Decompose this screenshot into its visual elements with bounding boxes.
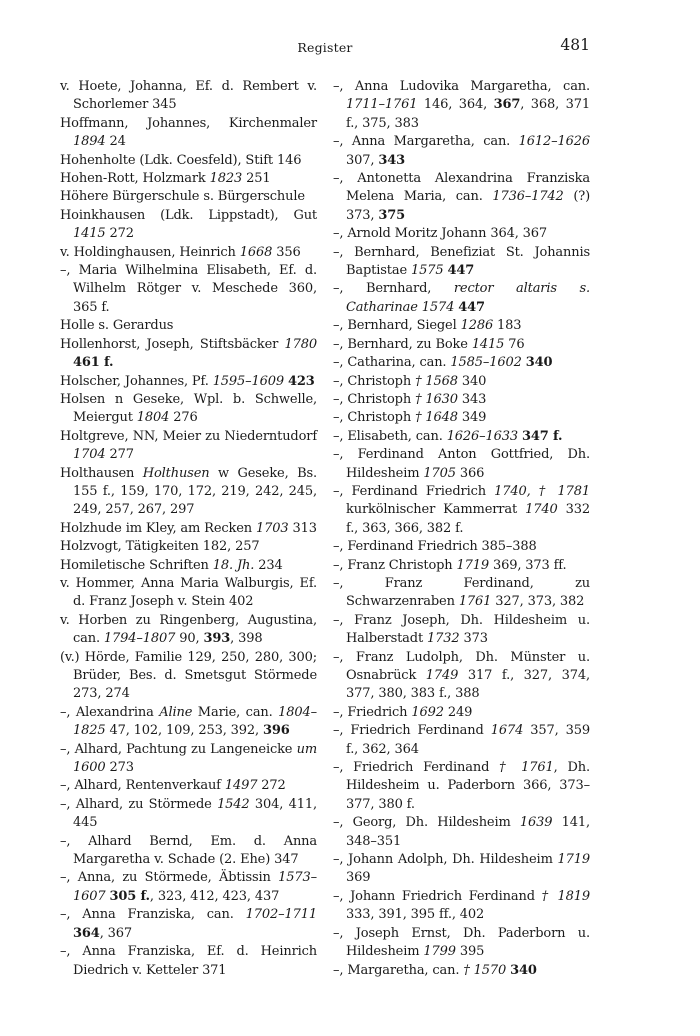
index-entry: –, Anna Margaretha, can. 1612–1626 307, 343: [333, 134, 590, 168]
index-entry: –, Margaretha, can. † 1570 340: [333, 962, 537, 978]
index-entry: –, Alhard, Pachtung zu Langeneicke um 1600 273: [60, 741, 317, 776]
index-entry: Hoinkhausen (Ldk. Lippstadt), Gut 1415 272: [60, 207, 317, 242]
index-entry: –, Christoph † 1630 343: [333, 391, 487, 407]
index-entry: –, Franz Ferdinand, zu Schwarzenraben 1761 327, 373, 382: [333, 575, 590, 610]
index-entry: –, Friedrich 1692 249: [333, 704, 473, 720]
index-entry: Holscher, Johannes, Pf. 1595–1609 423: [60, 373, 315, 389]
index-entry: –, Georg, Dh. Hildesheim 1639 141, 348–351: [333, 815, 590, 849]
index-entry: –, Franz Joseph, Dh. Hildesheim u. Halberstadt 1732 373: [333, 612, 590, 647]
index-entry: –, Ferdinand Friedrich 1740, † 1781 kurkölnischer Kammerrat 1740 332 f., 363, 366, 382 f.: [333, 483, 591, 536]
index-entry: v. Hommer, Anna Maria Walburgis, Ef. d. Franz Joseph v. Stein 402: [60, 575, 317, 610]
running-head: Register: [297, 40, 353, 55]
index-entry: Homiletische Schriften 18. Jh. 234: [60, 557, 283, 573]
index-entry: Holtgreve, NN, Meier zu Niederntudorf 1704 277: [60, 428, 317, 463]
index-entry: –, Johann Adolph, Dh. Hildesheim 1719 369: [333, 852, 590, 886]
index-entry: –, Joseph Ernst, Dh. Paderborn u. Hildesheim 1799 395: [333, 925, 590, 960]
index-entry: –, Bernhard, zu Boke 1415 76: [333, 336, 525, 352]
index-entry: Hollenhorst, Joseph, Stiftsbäcker 1780 461 f.: [60, 336, 317, 371]
index-entry: (v.) Hörde, Familie 129, 250, 280, 300; Brüder, Bes. d. Smetsgut Störmede 273, 274: [60, 649, 317, 702]
index-entry: –, Elisabeth, can. 1626–1633 347 f.: [333, 428, 563, 444]
index-entry: –, Franz Ludolph, Dh. Münster u. Osnabrück 1749 317 f., 327, 374, 377, 380, 383 f., 388: [333, 649, 590, 702]
index-entry: –, Bernhard, Siegel 1286 183: [333, 318, 522, 334]
index-entry: –, Anna Franziska, can. 1702–1711 364, 367: [60, 907, 317, 941]
index-entry: –, Catharina, can. 1585–1602 340: [333, 355, 553, 371]
index-entry: –, Alexandrina Aline Marie, can. 1804–1825 47, 102, 109, 253, 392, 396: [60, 704, 317, 739]
page-header: [60, 36, 590, 60]
index-entry: v. Holdinghausen, Heinrich 1668 356: [60, 244, 301, 260]
index-entry: –, Alhard, Rentenverkauf 1497 272: [60, 778, 286, 794]
index-entry: –, Bernhard, Benefiziat St. Johannis Baptistae 1575 447: [333, 244, 590, 279]
index-entry: –, Bernhard, rector altaris s. Catharinae 1574 447: [333, 281, 590, 315]
index-entry: –, Friedrich Ferdinand † 1761, Dh. Hildesheim u. Paderborn 366, 373–377, 380 f.: [333, 760, 590, 812]
index-entry: v. Hoete, Johanna, Ef. d. Rembert v. Schorlemer 345: [60, 79, 317, 113]
index-entry: –, Friedrich Ferdinand 1674 357, 359 f., 362, 364: [333, 723, 590, 757]
index-entry: –, Ferdinand Friedrich 385–388: [333, 539, 537, 555]
index-entry: –, Alhard Bernd, Em. d. Anna Margaretha v. Schade (2. Ehe) 347: [60, 833, 317, 868]
index-entry: Holsen n Geseke, Wpl. b. Schwelle, Meiergut 1804 276: [60, 391, 317, 426]
index-entry: –, Alhard, zu Störmede 1542 304, 411, 445: [60, 796, 317, 831]
index-entry: –, Antonetta Alexandrina Franziska Melena Maria, can. 1736–1742 (?) 373, 375: [333, 171, 590, 223]
index-entry: –, Johann Friedrich Ferdinand † 1819 333, 391, 395 ff., 402: [333, 888, 590, 923]
index-entry: Hoffmann, Johannes, Kirchenmaler 1894 24: [60, 115, 317, 150]
index-entry: –, Franz Christoph 1719 369, 373 ff.: [333, 557, 567, 573]
index-entry: v. Horben zu Ringenberg, Augustina, can. 1794–1807 90, 393, 398: [60, 612, 317, 647]
index-column-left: [60, 78, 317, 980]
index-entry: Hohen-Rott, Holzmark 1823 251: [60, 171, 271, 187]
index-entry: Hohenholte (Ldk. Coesfeld), Stift 146: [60, 152, 302, 168]
index-entry: –, Maria Wilhelmina Elisabeth, Ef. d. Wilhelm Rötger v. Meschede 360, 365 f.: [60, 263, 317, 315]
index-entry: –, Ferdinand Anton Gottfried, Dh. Hildesheim 1705 366: [333, 447, 590, 481]
index-entry: Holzvogt, Tätigkeiten 182, 257: [60, 539, 260, 555]
index-entry: Höhere Bürgerschule s. Bürgerschule: [60, 189, 305, 205]
index-entry: Holthausen Holthusen w Geseke, Bs. 155 f., 159, 170, 172, 219, 242, 245, 249, 257, 267, 297: [60, 465, 317, 518]
index-entry: –, Arnold Moritz Johann 364, 367: [333, 226, 548, 242]
index-entry: –, Anna Franziska, Ef. d. Heinrich Diedrich v. Ketteler 371: [60, 944, 317, 978]
index-entry: Holle s. Gerardus: [60, 318, 174, 334]
index-column-right: [333, 78, 590, 980]
index-entry: –, Anna Ludovika Margaretha, can. 1711–1761 146, 364, 367, 368, 371 f., 375, 383: [333, 79, 591, 131]
index-entry: –, Anna, zu Störmede, Äbtissin 1573–1607 305 f., 323, 412, 423, 437: [60, 870, 317, 904]
index-entry: –, Christoph † 1568 340: [333, 373, 487, 389]
index-entry: Holzhude im Kley, am Recken 1703 313: [60, 520, 317, 536]
index-entry: –, Christoph † 1648 349: [333, 410, 487, 426]
page-number: 481: [560, 36, 590, 54]
